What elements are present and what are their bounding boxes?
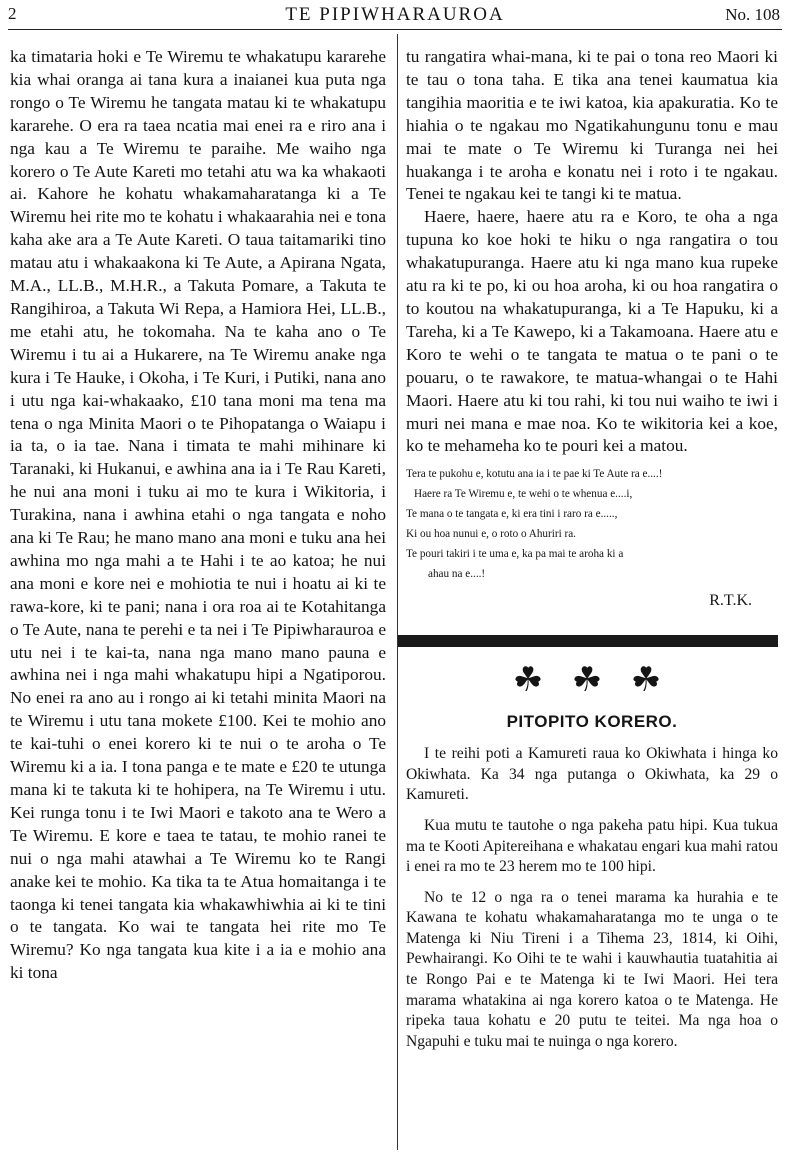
article-paragraph: ka timataria hoki e Te Wiremu te whakatupu kararehe kia whai oranga ai tana kura a inaianei kua puta nga rongo o Te Wiremu he tangata matau ki te whakatupu kararehe. O era ra taea ncatia mai enei ra e riro ana i nga kau a Te Wiremu te paraihe. Me waiho nga korero o Te Aute Kareti mo tetahi atu wa ka whakaoti ai. Kahore he kohatu whakamaharatanga ki a Te Wiremu hei rite mo te kohatu i whakaarahia nei e tona kaha ake ara a Te Aute Kareti. O taua taitamariki tino matau atu i whakaakona ki Te Aute, a Apirana Ngata, M.A., LL.B., M.H.R., a Takuta Pomare, a Takuta te Rangihiroa, a Takuta Wi Repa, a Hamiora Hei, LL.B., me etahi atu, he tokomaha. Na te kaha ano o Te Wiremu i tu ai a Hukarere, na Te Wiremu anake nga kura i Te Hauke, i Okoha, i Te Kuri, i Putiki, nana ano i utu nga kai-whakaako, £10 tana moni ma tena ma tena o nga Minita Maori o te Pihopatanga o Waiapu i ia ta, o ia tae. Nana i timata te mahi mihinare ki Taranaki, ki Hukanui, e awhina ana ia i Te Rau Kareti, he nui ana moni i tuku ai mo te kura i Wikitoria, i Turakina, nana i awhina etahi o nga tangata e noho ana ki Te Rau; he mano mano ana moni e tuku ana hei awhina mo nga mahi a te Hahi i te ao katoa; he nui ana moni e kore nei e mohiotia te nui i hoatu ai ki te rawa-kore, ki te pani; nana i ora roa ai te Kotahitanga o Te Aute, nana te perehi e ta nei i Te Pipiwharauroa e utu nei i te kai-ta, nana nga mano mano pauna e awhina nei i nga mahi whakatupu hipi a Ngatiporou. No enei ra ano au i rongo ai ki tetahi minita Maori na te Wiremu i utu tana mokete £100. Kei te mohio ano te kai-tuhi o enei korero ki te nui o te aroha o Te Wiremu ki a ia. I tona panga e te mate e £20 te utunga mana ki te takuta ki te hohipera, na Te Wiremu i utu. Kei runga tonu i te Iwi Maori e takoto ana te Wero a Te Wiremu. E kore e taea te tatau, te mohio ranei te nui o nga mahi atawhai a Te Wiremu ko te Rangi anake kei te mohio. Ka tika ta te Atua homaitanga i te taonga ki tenei tangata kia whakawhiwhia ai ki te tini o te tangata. Ko wai te tangata hei rite mo Te Wiremu? Ko nga tangata kua kite i a ia e mohio ana ki tona — [10, 47, 386, 983]
page-number: 2 — [8, 4, 17, 23]
news-item: Kua mutu te tautohe o nga pakeha patu hipi. Kua tukua ma te Kooti Apitereihana e whakatau engari kua mahi ratou i enei ra mo te 23 herem mo te 100 hipi. — [406, 816, 778, 876]
section-divider-bar — [398, 635, 778, 647]
paper-title: TE PIPIWHARAUROA — [285, 4, 505, 25]
shamrock-ornament-icon: ☘ ☘ ☘ — [512, 662, 672, 700]
header-rule — [8, 29, 782, 30]
issue-number: No. 108 — [725, 5, 780, 24]
news-item: I te reihi poti a Kamureti raua ko Okiwhata i hinga ko Okiwhata. Ka 34 nga putanga o Okiwhata, ka 29 o Kamureti. — [406, 745, 778, 804]
news-items — [406, 744, 778, 1052]
article-paragraph: tu rangatira whai-mana, ki te pai o tona reo Maori ki te tau o tona taha. E tika ana tenei kaumatua kia tangihia maoritia e te iwi katoa, kia apakuratia. Ko te hiahia o te ngakau mo Ngatikahungunu tonu e mau mai te mate o Te Wiremu ki Turanga nei hei huakanga i te aroha e konatu nei i roto i te ngakau. Tenei te ngakau kei te tangi ki te matua. — [406, 47, 778, 204]
poem-line: ahau na e....! — [428, 568, 486, 581]
poem-line: Te pouri takiri i te uma e, ka pa mai te aroha ki a — [406, 548, 624, 561]
poem-line: Te mana o te tangata e, ki era tini i raro ra e....., — [406, 508, 618, 521]
left-column — [10, 46, 386, 985]
article-paragraph: Haere, haere, haere atu ra e Koro, te oha a nga tupuna ko koe hoki te hiku o nga rangatira o tou whakatupuranga. Haere atu ki nga mano kua rupeke atu ra ki te po, ki ou hoa aroha, ki ou hoa rangatira o to koutou na whakatupuranga, ki a Te Hapuku, ki a Tareha, ki a Te Kawepo, ki a Takamoana. Haere atu e Koro te wehi o te tangata te matua o te pani o te pouaru, o te rawakore, te matua-whangai o te Hahi Maori. Haere atu ki tou rahi, ki tou nui waiho te iwi i muri nei mana e mae noa. Ko te wikitoria kei a koe, ko te mehameha ko te pouri kei a matou. — [406, 207, 778, 456]
poem-line: Ki ou hoa nunui e, o roto o Ahuriri ra. — [406, 528, 576, 541]
lament-poem — [406, 464, 778, 584]
news-item: No te 12 o nga ra o tenei marama ka hurahia e te Kawana te kohatu whakamaharatanga mo te unga o te Matenga ki Niu Tireni i a Tihema 23, 1814, ki Oihi, Pewhairangi. Ko Oihi te te wahi i kauwhautia tuatahitia ai te Rongo Pai e te Matenga ki te Iwi Maori. Hei tera marama whatakina ai nga korero katoa o te Matenga. He ripeka taua kohatu e 20 putu te teitei. Ma nga hoa o Ngapuhi e tuku mai te nuinga o nga korero. — [406, 888, 778, 1050]
column-divider — [397, 34, 398, 1150]
right-column — [406, 46, 778, 1052]
poem-line: Tera te pukohu e, kotutu ana ia i te pae ki Te Aute ra e....! — [406, 468, 663, 481]
signature: R.T.K. — [709, 592, 752, 610]
section-heading: PITOPITO KORERO. — [506, 712, 678, 732]
poem-line: Haere ra Te Wiremu e, te wehi o te whenua e....i, — [414, 488, 633, 501]
page-header — [8, 2, 782, 30]
